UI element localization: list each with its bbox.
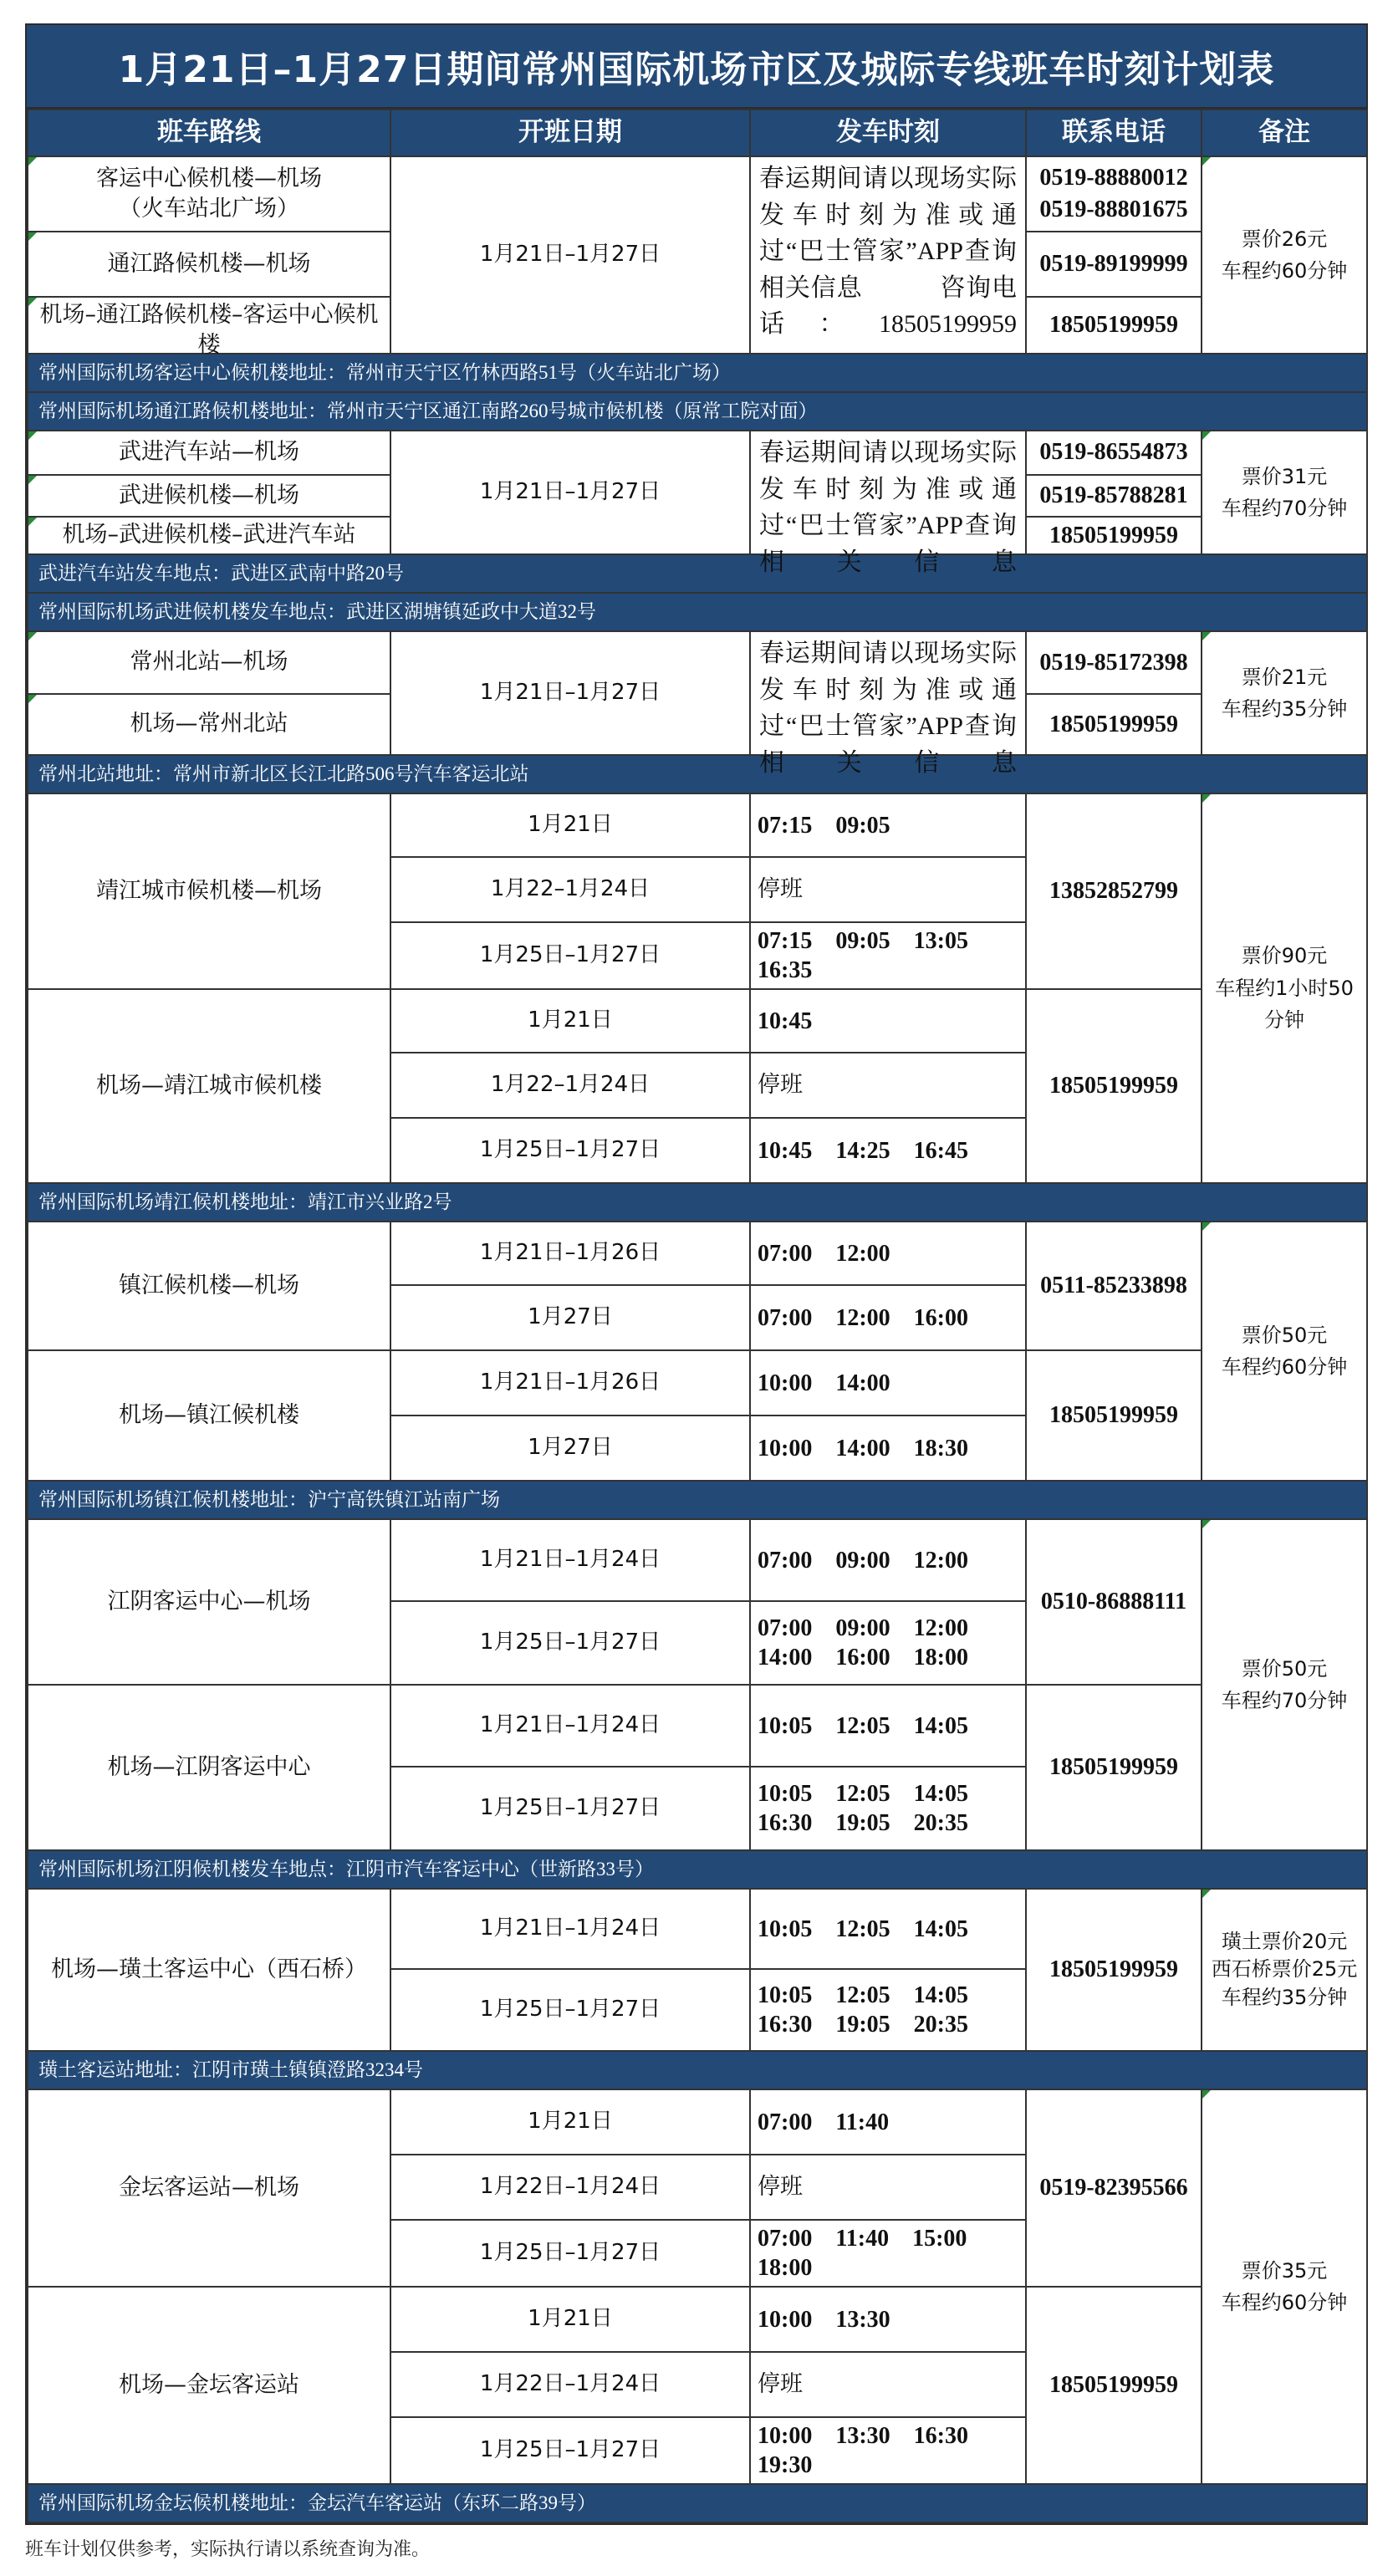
times-cell: 07:00 09:00 12:00 14:00 16:00 18:00 — [750, 1601, 1026, 1685]
date-cell: 1月22日–1月24日 — [390, 2352, 750, 2417]
times-cell: 10:05 12:05 14:05 16:30 19:05 20:35 — [750, 1767, 1026, 1850]
remark-cell: 票价50元 车程约70分钟 — [1202, 1519, 1367, 1850]
address-text: 璜土客运站地址：江阴市璜土镇镇澄路3234号 — [28, 2051, 1367, 2089]
remark-cell: 票价35元 车程约60分钟 — [1202, 2089, 1367, 2484]
date-cell: 1月25日–1月27日 — [390, 1969, 750, 2051]
address-text: 武进汽车站发车地点：武进区武南中路20号 — [28, 554, 1367, 593]
times-cell: 07:00 11:40 — [750, 2089, 1026, 2155]
route-cell — [28, 297, 390, 359]
header-route: 班车路线 — [28, 110, 390, 156]
date-cell: 1月25日–1月27日 — [390, 1118, 750, 1183]
schedule-note — [750, 631, 1026, 777]
phone-cell: 18505199959 — [1026, 1685, 1202, 1850]
route-cell: 机场—镇江候机楼 — [28, 1350, 390, 1481]
route-cell: 机场—靖江城市候机楼 — [28, 989, 390, 1183]
route-cell: 机场—江阴客运中心 — [28, 1685, 390, 1850]
phone-cell: 0519-85788281 — [1026, 475, 1202, 518]
route-cell: 常州北站—机场 — [28, 631, 390, 694]
times-cell: 停班 — [750, 2155, 1026, 2220]
header-times: 发车时刻 — [750, 110, 1026, 156]
schedule-note — [750, 156, 1026, 354]
date-cell: 1月21日 — [390, 989, 750, 1053]
phone-cell: 0519-85172398 — [1026, 631, 1202, 694]
table-row — [28, 989, 1367, 1053]
schedule-table — [27, 109, 1368, 2523]
remark-cell: 票价90元 车程约1小时50分钟 — [1202, 793, 1367, 1183]
times-cell: 10:00 14:00 18:30 — [750, 1416, 1026, 1481]
date-cell: 1月21日–1月24日 — [390, 1519, 750, 1601]
times-cell: 07:00 12:00 — [750, 1222, 1026, 1285]
date-cell: 1月21日–1月24日 — [390, 1685, 750, 1767]
phone-cell: 18505199959 — [1026, 1889, 1202, 2051]
route-cell: 机场—金坛客运站 — [28, 2287, 390, 2484]
route-cell: 机场—璜土客运中心（西石桥） — [28, 1889, 390, 2051]
date-cell: 1月25日–1月27日 — [390, 1767, 750, 1850]
address-row — [28, 755, 1367, 793]
times-cell: 10:05 12:05 14:05 16:30 19:05 20:35 — [750, 1969, 1026, 2051]
route-cell: 镇江候机楼—机场 — [28, 1222, 390, 1350]
phone-cell: 0519-86554873 — [1026, 431, 1202, 475]
address-row — [28, 392, 1367, 431]
address-text: 常州国际机场通江路候机楼地址：常州市天宁区通江南路260号城市候机楼（原常工院对面） — [28, 392, 1367, 431]
address-row — [28, 1850, 1367, 1889]
remark-cell: 票价50元 车程约60分钟 — [1202, 1222, 1367, 1481]
address-text: 常州国际机场镇江候机楼地址：沪宁高铁镇江站南广场 — [28, 1481, 1367, 1519]
header-row — [28, 110, 1367, 156]
table-row — [28, 156, 1367, 232]
times-cell: 停班 — [750, 1053, 1026, 1118]
date-cell: 1月22–1月24日 — [390, 1053, 750, 1118]
date-cell: 1月25日–1月27日 — [390, 2220, 750, 2287]
address-text: 常州国际机场客运中心候机楼地址：常州市天宁区竹林西路51号（火车站北广场） — [28, 354, 1367, 392]
date-cell: 1月21日–1月27日 — [390, 156, 750, 354]
date-cell: 1月25日–1月27日 — [390, 922, 750, 989]
times-cell: 10:00 13:30 16:30 19:30 — [750, 2417, 1026, 2484]
table-row — [28, 2089, 1367, 2155]
table-row — [28, 1889, 1367, 1969]
address-text: 常州国际机场江阴候机楼发车地点：江阴市汽车客运中心（世新路33号） — [28, 1850, 1367, 1889]
date-cell: 1月22日–1月24日 — [390, 2155, 750, 2220]
schedule-note-text: 春运期间请以现场实际发车时刻为准或通过“巴士管家”APP查询相关信息 — [759, 439, 1017, 576]
date-cell: 1月27日 — [390, 1416, 750, 1481]
address-text: 常州北站地址：常州市新北区长江北路506号汽车客运北站 — [28, 755, 1367, 793]
route-cell: 武进候机楼—机场 — [28, 475, 390, 518]
address-row — [28, 1183, 1367, 1222]
address-text: 常州国际机场靖江候机楼地址：靖江市兴业路2号 — [28, 1183, 1367, 1222]
table-row — [28, 431, 1367, 475]
header-date: 开班日期 — [390, 110, 750, 156]
header-remark: 备注 — [1202, 110, 1367, 156]
address-row — [28, 2484, 1367, 2522]
remark-cell: 票价26元 车程约60分钟 — [1202, 156, 1367, 354]
route-cell: 武进汽车站—机场 — [28, 431, 390, 475]
date-cell: 1月21日–1月27日 — [390, 431, 750, 554]
route-cell: 机场–武进候机楼–武进汽车站 — [28, 517, 390, 554]
table-row — [28, 2287, 1367, 2352]
date-cell: 1月21日 — [390, 793, 750, 857]
date-cell: 1月22–1月24日 — [390, 857, 750, 922]
route-cell: 机场—常州北站 — [28, 694, 390, 755]
phone-cell: 18505199959 — [1026, 2287, 1202, 2484]
times-cell: 07:00 11:40 15:00 18:00 — [750, 2220, 1026, 2287]
date-cell: 1月21日 — [390, 2089, 750, 2155]
phone-cell: 0510-86888111 — [1026, 1519, 1202, 1685]
header-phone: 联系电话 — [1026, 110, 1202, 156]
route-cell: 金坛客运站—机场 — [28, 2089, 390, 2287]
table-row — [28, 1685, 1367, 1767]
table-row — [28, 1350, 1367, 1416]
phone-cell: 18505199959 — [1026, 989, 1202, 1183]
page-title: 1月21日–1月27日期间常州国际机场市区及城际专线班车时刻计划表 — [27, 25, 1366, 109]
times-cell: 10:05 12:05 14:05 — [750, 1889, 1026, 1969]
times-cell: 10:00 14:00 — [750, 1350, 1026, 1416]
address-row — [28, 593, 1367, 631]
date-cell: 1月21日–1月26日 — [390, 1222, 750, 1285]
schedule-note — [750, 431, 1026, 576]
table-row — [28, 793, 1367, 857]
table-row — [28, 1519, 1367, 1601]
remark-cell: 璜土票价20元 西石桥票价25元 车程约35分钟 — [1202, 1889, 1367, 2051]
date-cell: 1月21日 — [390, 2287, 750, 2352]
phone-cell: 18505199959 — [1026, 297, 1202, 354]
route-cell: 江阴客运中心—机场 — [28, 1519, 390, 1685]
footer-note: 班车计划仅供参考，实际执行请以系统查询为准。 — [25, 2538, 431, 2559]
address-text: 常州国际机场金坛候机楼地址：金坛汽车客运站（东环二路39号） — [28, 2484, 1367, 2522]
phone-cell: 18505199959 — [1026, 1350, 1202, 1481]
address-row — [28, 2051, 1367, 2089]
times-cell: 10:45 — [750, 989, 1026, 1053]
remark-cell: 票价31元 车程约70分钟 — [1202, 431, 1367, 554]
route-cell: 客运中心候机楼—机场 （火车站北广场） — [28, 156, 390, 232]
times-cell: 10:05 12:05 14:05 — [750, 1685, 1026, 1767]
phone-cell: 0519-89199999 — [1026, 232, 1202, 297]
address-text: 常州国际机场武进候机楼发车地点：武进区湖塘镇延政中大道32号 — [28, 593, 1367, 631]
date-cell: 1月21日–1月24日 — [390, 1889, 750, 1969]
route-text: 机场–通江路候机楼–客运中心候机楼 — [39, 302, 379, 359]
times-cell: 10:00 13:30 — [750, 2287, 1026, 2352]
phone-cell: 0519-82395566 — [1026, 2089, 1202, 2287]
times-cell: 停班 — [750, 857, 1026, 922]
date-cell: 1月25日–1月27日 — [390, 1601, 750, 1685]
schedule-sheet — [25, 23, 1368, 2525]
times-cell: 07:15 09:05 13:05 16:35 — [750, 922, 1026, 989]
table-row — [28, 1222, 1367, 1285]
times-cell: 07:00 12:00 16:00 — [750, 1285, 1026, 1350]
times-cell: 10:45 14:25 16:45 — [750, 1118, 1026, 1183]
address-row — [28, 1481, 1367, 1519]
schedule-note-text: 春运期间请以现场实际发车时刻为准或通过“巴士管家”APP查询相关信息 咨询电话：18505199959 — [759, 165, 1017, 338]
date-cell: 1月21日–1月27日 — [390, 631, 750, 755]
times-cell: 07:00 09:00 12:00 — [750, 1519, 1026, 1601]
remark-cell: 票价21元 车程约35分钟 — [1202, 631, 1367, 755]
phone-cell: 18505199959 — [1026, 517, 1202, 554]
address-row — [28, 354, 1367, 392]
phone-cell: 18505199959 — [1026, 694, 1202, 755]
date-cell: 1月25日–1月27日 — [390, 2417, 750, 2484]
phone-cell: 0511-85233898 — [1026, 1222, 1202, 1350]
date-cell: 1月21日–1月26日 — [390, 1350, 750, 1416]
date-cell: 1月27日 — [390, 1285, 750, 1350]
table-row — [28, 631, 1367, 694]
times-cell: 07:15 09:05 — [750, 793, 1026, 857]
route-cell: 通江路候机楼—机场 — [28, 232, 390, 297]
schedule-note-text: 春运期间请以现场实际发车时刻为准或通过“巴士管家”APP查询相关信息 — [759, 640, 1017, 777]
phone-cell: 0519-88880012 0519-88801675 — [1026, 156, 1202, 232]
route-cell: 靖江城市候机楼—机场 — [28, 793, 390, 989]
times-cell: 停班 — [750, 2352, 1026, 2417]
address-row — [28, 554, 1367, 593]
phone-cell: 13852852799 — [1026, 793, 1202, 989]
